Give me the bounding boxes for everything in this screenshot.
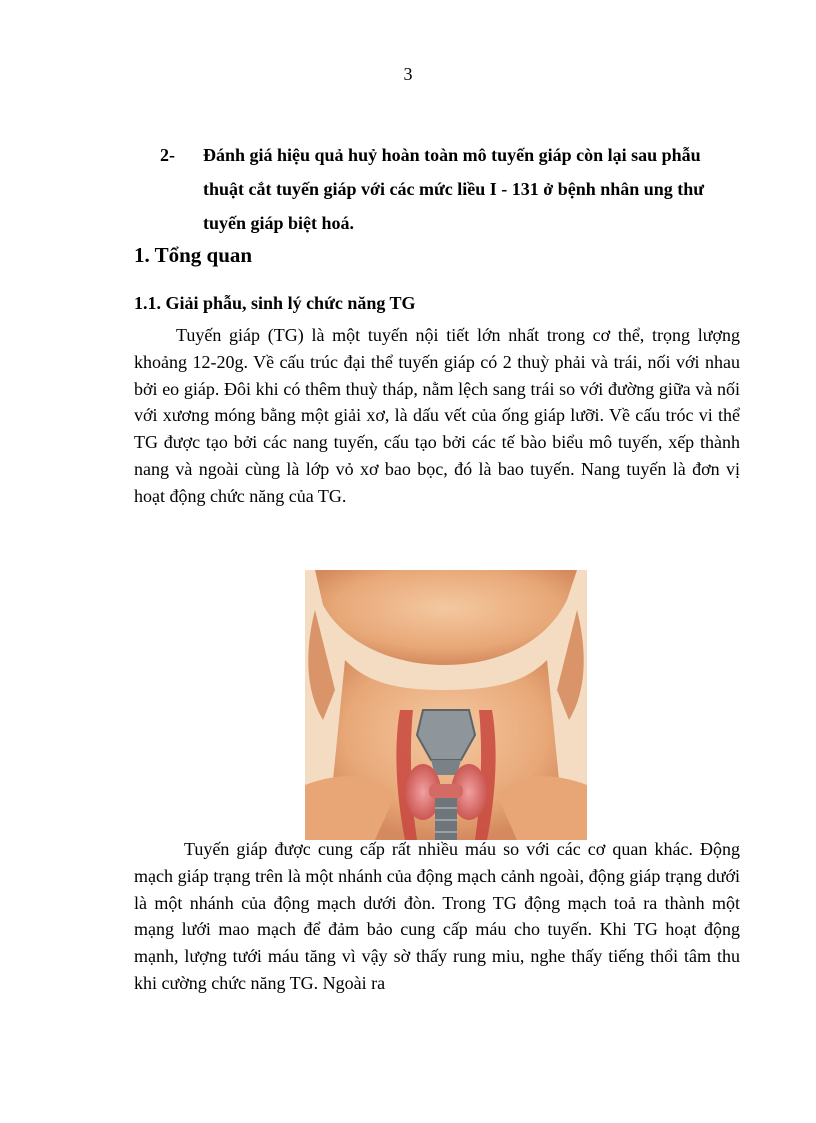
objective-number: 2- — [160, 145, 175, 165]
page-number: 3 — [403, 64, 413, 84]
objective-text — [203, 138, 760, 240]
objective-line: Đánh giá hiệu quả huỷ hoàn toàn mô tuyến giáp còn lại sau phẫu — [203, 145, 701, 165]
thyroid-neck-illustration — [305, 570, 587, 840]
objective-line: thuật cắt tuyến giáp với các mức liều I - 131 ở bệnh nhân ung thư — [203, 179, 705, 199]
paragraph-blood-supply-text: Tuyến giáp được cung cấp rất nhiều máu so với các cơ quan khác. Động mạch giáp trạng trên là một nhánh của động mạch cảnh ngoài, động giáp trạng dưới là một nhánh của động mạch dưới đòn. Trong TG động mạch toả ra thành một mạng lưới mao mạch để đảm bảo cung cấp máu cho tuyến. Khi TG hoạt động mạnh, lượng tưới máu tăng vì vậy sờ thấy rung miu, nghe thấy tiếng thổi tâm thu khi cường chức năng TG. Ngoài ra — [134, 839, 740, 993]
thyroid-neck-icon — [305, 570, 587, 840]
paragraph-anatomy — [134, 322, 740, 510]
objective-line: tuyến giáp biệt hoá. — [203, 213, 355, 233]
paragraph-blood-supply — [134, 836, 740, 997]
paragraph-anatomy-text: Tuyến giáp (TG) là một tuyến nội tiết lớn nhất trong cơ thể, trọng lượng khoảng 12-20g. Về cấu trúc đại thể tuyến giáp có 2 thuỳ phải và trái, nối với nhau bởi eo giáp. Đôi khi có thêm thuỳ tháp, nằm lệch sang trái so với đường giữa và nối với xương móng bằng một giải xơ, là dấu vết của ống giáp lưỡi. Về cấu tróc vi thể TG được tạo bởi các nang tuyến, cấu tạo bởi các tế bào biểu mô tuyến, xếp thành nang và ngoài cùng là lớp vỏ xơ bao bọc, đó là bao tuyến. Nang tuyến là đơn vị hoạt động chức năng của TG. — [134, 325, 740, 506]
section-heading: 1. Tổng quan — [134, 243, 253, 267]
subsection-heading: 1.1. Giải phẫu, sinh lý chức năng TG — [134, 293, 416, 313]
